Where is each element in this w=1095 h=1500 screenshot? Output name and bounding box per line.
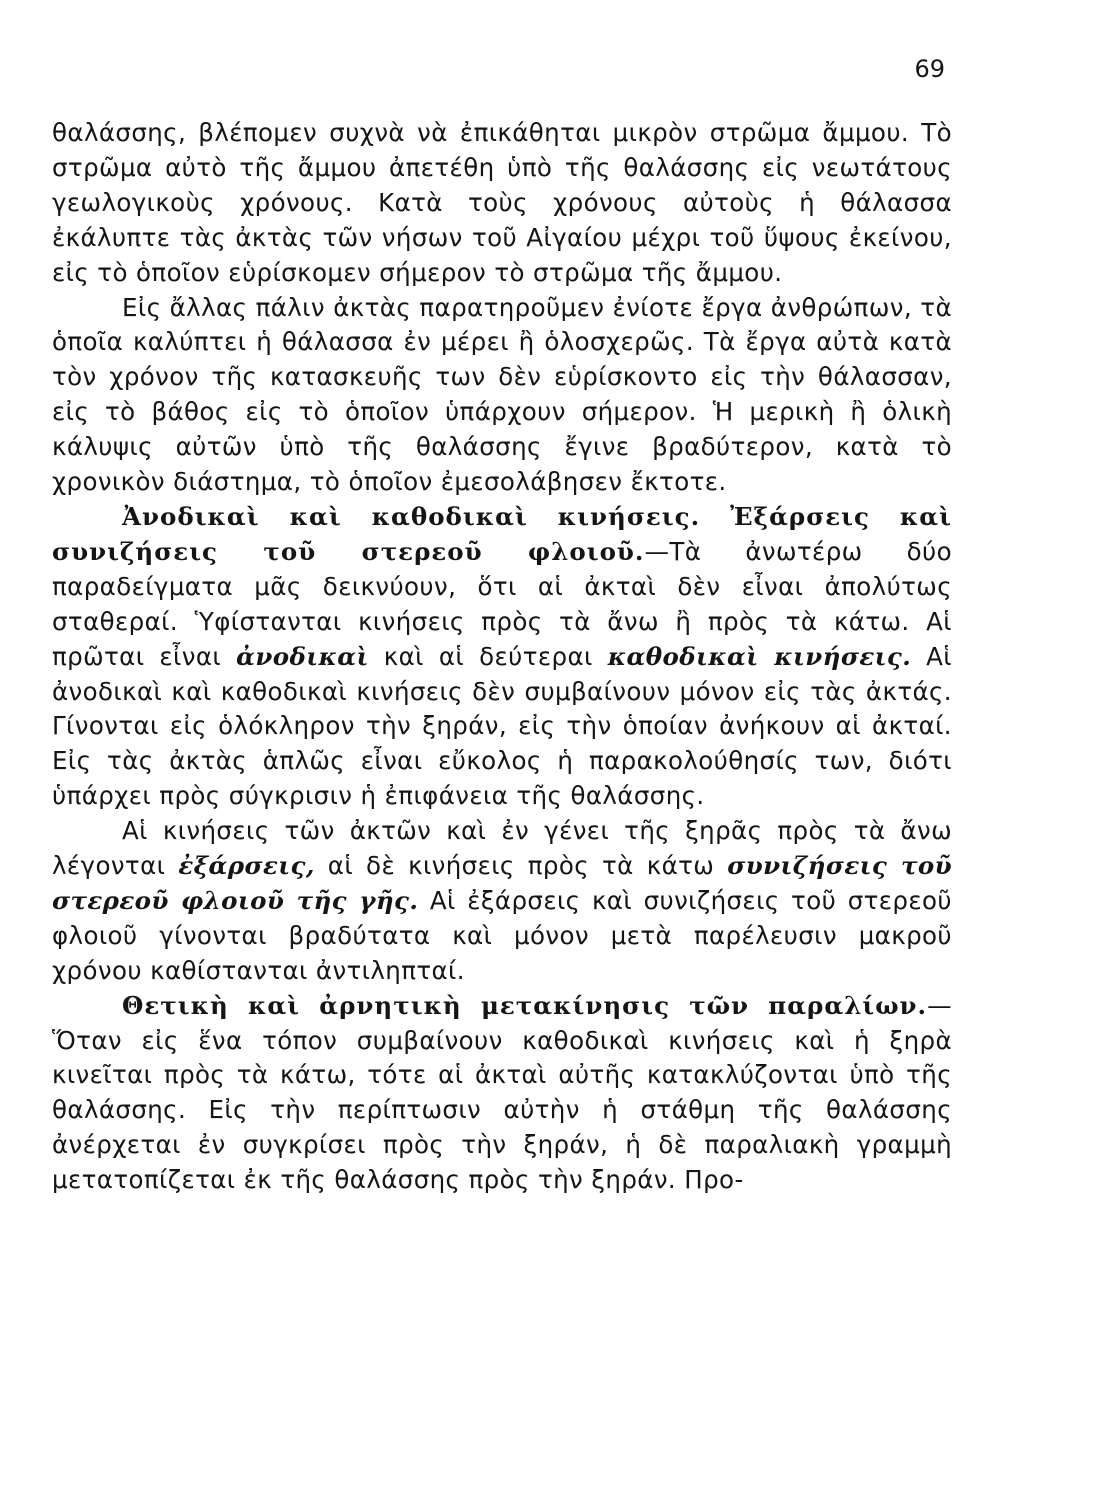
section-heading: Θετικὴ καὶ ἀρνητικὴ μετακίνησις τῶν παραλίων.	[122, 990, 928, 1020]
text-segment: — Ὅταν εἰς ἕνα τόπον συμβαίνουν καθοδικαὶ κινήσεις καὶ ἡ ξηρὰ κινεῖται πρὸς τὰ κάτω, τότε αἱ ἀκταὶ αὐτῆς κατακλύζονται ὑπὸ τῆς θαλάσσης. Εἰς τὴν περίπτωσιν αὐτὴν ἡ στάθμη τῆς θαλάσσης ἀνέρχεται ἐν συγκρίσει πρὸς τὴν ξηράν, ἡ δὲ παραλιακὴ γραμμὴ μετατοπίζεται ἐκ τῆς θαλάσσης πρὸς τὴν ξηράν. Προ-	[52, 990, 952, 1195]
text-segment: —Τὰ ἀνωτέρω δύο παραδείγματα μᾶς δεικνύουν, ὅτι αἱ ἀκταὶ δὲν εἶναι ἀπολύτως σταθεραί. Ὑφίστανται κινήσεις πρὸς τὰ ἄνω ἢ πρὸς τὰ κάτω. Αἱ πρῶται εἶναι	[52, 536, 952, 671]
text-segment: Αἱ ἐξάρσεις καὶ συνιζήσεις τοῦ στερεοῦ φλοιοῦ γίνονται βραδύτατα καὶ μόνον μετὰ παρέλευσιν μακροῦ χρόνου καθίστανται ἀντιληπταί.	[52, 885, 952, 985]
paragraph-1	[52, 116, 952, 291]
text-segment: Εἰς ἄλλας πάλιν ἀκτὰς παρατηροῦμεν ἐνίοτε ἔργα ἀνθρώπων, τὰ ὁποῖα καλύπτει ἡ θάλασσα ἐν μέρει ἢ ὁλοσχερῶς. Τὰ ἔργα αὐτὰ κατὰ τὸν χρόνον τῆς κατασκευῆς των δὲν εὑρίσκοντο εἰς τὴν θάλασσαν, εἰς τὸ βάθος εἰς τὸ ὁποῖον ὑπάρχουν σήμερον. Ἡ μερικὴ ἢ ὁλικὴ κάλυψις αὐτῶν ὑπὸ τῆς θαλάσσης ἔγινε βραδύτερον, κατὰ τὸ χρονικὸν διάστημα, τὸ ὁποῖον ἐμεσολάβησεν ἔκτοτε.	[52, 292, 952, 497]
section-heading: Ἀνοδικαὶ καὶ καθοδικαὶ κινήσεις. Ἐξάρσεις καὶ συνιζήσεις τοῦ στερεοῦ φλοιοῦ.	[52, 501, 952, 566]
term-emphasis: καθοδικαὶ κινήσεις.	[607, 641, 912, 671]
paragraph-5	[52, 989, 952, 1198]
term-emphasis: ἀνοδικαὶ	[236, 641, 369, 671]
text-segment: θαλάσσης, βλέπομεν συχνὰ νὰ ἐπικάθηται μικρὸν στρῶμα ἄμμου. Τὸ στρῶμα αὐτὸ τῆς ἄμμου ἀπετέθη ὑπὸ τῆς θαλάσσης εἰς νεωτάτους γεωλογικοὺς χρόνους. Κατὰ τοὺς χρόνους αὐτοὺς ἡ θάλασσα ἐκάλυπτε τὰς ἀκτὰς τῶν νήσων τοῦ Αἰγαίου μέχρι τοῦ ὕψους ἐκείνου, εἰς τὸ ὁποῖον εὑρίσκομεν σήμερον τὸ στρῶμα τῆς ἄμμου.	[52, 118, 952, 287]
text-block	[52, 116, 952, 1198]
term-emphasis: ἐξάρσεις,	[178, 851, 315, 881]
page-number: 69	[914, 55, 945, 83]
text-segment: Αἱ ἀνοδικαὶ καὶ καθοδικαὶ κινήσεις δὲν συμβαίνουν μόνον εἰς τὰς ἀκτάς. Γίνονται εἰς ὁλόκληρον τὴν ξηράν, εἰς τὴν ὁποίαν ἀνήκουν αἱ ἀκταί. Εἰς τὰς ἀκτὰς ἁπλῶς εἶναι εὔκολος ἡ παρακολούθησίς των, διότι ὑπάρχει πρὸς σύγκρισιν ἡ ἐπιφάνεια τῆς θαλάσσης.	[52, 641, 952, 811]
text-segment: Αἱ κινήσεις τῶν ἀκτῶν καὶ ἐν γένει τῆς ξηρᾶς πρὸς τὰ ἄνω λέγονται	[52, 816, 952, 881]
paragraph-3	[52, 500, 952, 814]
paragraph-2	[52, 291, 952, 500]
text-segment: καὶ αἱ δεύτεραι	[368, 641, 608, 671]
paragraph-4	[52, 814, 952, 989]
text-segment: αἱ δὲ κινήσεις πρὸς τὰ κάτω	[314, 851, 728, 881]
term-emphasis: συνιζήσεις τοῦ στερεοῦ φλοιοῦ τῆς γῆς.	[52, 851, 952, 915]
